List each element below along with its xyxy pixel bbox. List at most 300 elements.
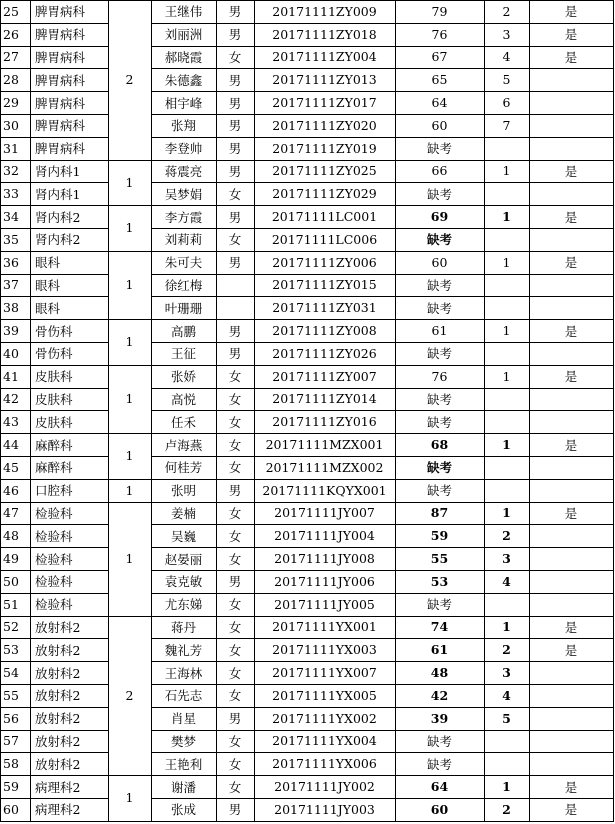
exam-id-cell: 20171111JY007 <box>274 505 375 521</box>
score-cell: 缺考 <box>426 460 452 476</box>
gender-cell: 女 <box>228 369 242 385</box>
department-cell: 放射科2 <box>35 688 81 704</box>
row-number: 26 <box>3 26 19 42</box>
name-cell: 何桂芳 <box>164 460 203 476</box>
interview-cell: 是 <box>564 209 578 225</box>
department-cell: 放射科2 <box>35 711 81 727</box>
interview-cell: 是 <box>564 369 578 385</box>
interview-cell: 是 <box>564 505 578 521</box>
department-cell: 检验科 <box>35 528 73 544</box>
name-cell: 张娇 <box>170 369 196 385</box>
score-cell: 缺考 <box>426 756 452 772</box>
name-cell: 任禾 <box>170 414 196 430</box>
grid-line <box>0 684 108 685</box>
department-cell: 皮肤科 <box>35 414 73 430</box>
rank-cell: 4 <box>502 687 511 703</box>
grid-line <box>0 23 108 24</box>
gender-cell: 女 <box>228 391 242 407</box>
score-cell: 缺考 <box>426 277 452 293</box>
interview-cell: 是 <box>564 802 578 818</box>
score-cell: 74 <box>430 619 449 635</box>
score-cell: 缺考 <box>426 141 452 157</box>
exam-id-cell: 20171111JY002 <box>274 779 375 795</box>
interview-cell <box>529 661 613 684</box>
grid-line <box>151 274 614 275</box>
grid-line <box>0 707 108 708</box>
gender-cell <box>216 296 254 319</box>
gender-cell: 男 <box>228 72 242 88</box>
grid-line <box>0 0 1 821</box>
grid-line <box>0 502 614 503</box>
grid-line <box>0 661 108 662</box>
rank-cell: 2 <box>502 642 511 658</box>
score-cell: 68 <box>430 437 449 453</box>
grid-line <box>30 0 31 821</box>
grid-line <box>613 0 614 821</box>
department-cell: 检验科 <box>35 505 73 521</box>
name-cell: 王继伟 <box>164 4 203 20</box>
score-cell: 76 <box>431 26 448 42</box>
department-cell: 放射科2 <box>35 665 81 681</box>
gender-cell: 女 <box>228 779 242 795</box>
department-cell: 病理科2 <box>35 779 81 795</box>
grid-line <box>151 730 614 731</box>
name-cell: 蒋震亮 <box>164 163 203 179</box>
department-cell: 脾胃病科 <box>35 72 86 88</box>
grid-line <box>0 547 108 548</box>
score-cell: 42 <box>430 687 449 703</box>
grid-line <box>108 0 109 821</box>
grid-line <box>529 0 530 821</box>
interview-cell <box>529 524 613 547</box>
grid-line <box>216 0 217 821</box>
grid-line <box>0 228 108 229</box>
score-cell: 69 <box>430 209 449 225</box>
rank-cell: 2 <box>502 528 511 544</box>
grid-line <box>151 684 614 685</box>
interview-cell <box>529 182 613 205</box>
name-cell: 李方霞 <box>164 209 203 225</box>
name-cell: 李登帅 <box>164 141 203 157</box>
score-cell: 59 <box>430 528 449 544</box>
exam-id-cell: 20171111YX006 <box>272 756 377 772</box>
score-cell: 64 <box>430 779 449 795</box>
gender-cell: 女 <box>228 232 242 248</box>
row-number: 54 <box>3 665 19 681</box>
exam-id-cell: 20171111MZX002 <box>265 459 384 475</box>
score-cell: 缺考 <box>426 232 452 248</box>
gender-cell: 男 <box>228 711 242 727</box>
grid-line <box>151 410 614 411</box>
rank-cell <box>484 456 529 479</box>
row-number: 57 <box>3 733 19 749</box>
row-number: 52 <box>3 619 19 635</box>
exam-id-cell: 20171111LC001 <box>271 209 378 225</box>
grid-line <box>0 91 108 92</box>
grid-line <box>151 0 152 821</box>
gender-cell: 男 <box>228 483 242 499</box>
gender-cell: 女 <box>228 437 242 453</box>
name-cell: 吴梦娟 <box>164 186 203 202</box>
score-cell: 67 <box>431 49 448 65</box>
gender-cell: 男 <box>228 4 242 20</box>
exam-id-cell: 20171111JY005 <box>274 596 375 612</box>
department-cell: 脾胃病科 <box>35 118 86 134</box>
grid-line <box>0 114 108 115</box>
grid-line <box>395 0 396 821</box>
rank-cell <box>484 228 529 251</box>
row-number: 46 <box>3 482 19 498</box>
interview-cell <box>529 752 613 775</box>
interview-cell: 是 <box>564 619 578 635</box>
grid-line <box>151 182 614 183</box>
grid-line <box>0 365 614 366</box>
positions-cell: 1 <box>125 790 134 806</box>
rank-cell: 4 <box>502 49 511 65</box>
exam-id-cell: 20171111YX003 <box>272 642 377 658</box>
score-cell: 缺考 <box>426 597 452 613</box>
department-cell: 眼科 <box>35 277 61 293</box>
grid-line <box>151 524 614 525</box>
gender-cell: 女 <box>228 665 242 681</box>
grid-line <box>151 46 614 47</box>
name-cell: 郝晓霞 <box>164 49 203 65</box>
interview-cell <box>529 593 613 616</box>
rank-cell: 2 <box>502 801 511 817</box>
rank-cell <box>484 479 529 502</box>
exam-id-cell: 20171111ZY016 <box>272 414 377 430</box>
grid-line <box>151 593 614 594</box>
score-cell: 64 <box>431 95 448 111</box>
grid-line <box>151 342 614 343</box>
gender-cell: 女 <box>228 528 242 544</box>
name-cell: 石先志 <box>164 688 203 704</box>
grid-line <box>0 342 108 343</box>
exam-id-cell: 20171111LC006 <box>271 231 378 247</box>
rank-cell: 1 <box>502 209 511 225</box>
exam-id-cell: 20171111ZY009 <box>272 3 377 19</box>
rank-cell: 5 <box>502 710 511 726</box>
grid-line <box>151 570 614 571</box>
grid-line <box>0 274 108 275</box>
name-cell: 相宇峰 <box>164 95 203 111</box>
grid-line <box>151 228 614 229</box>
grid-line <box>0 775 614 776</box>
score-cell: 87 <box>430 505 449 521</box>
interview-cell <box>529 388 613 411</box>
department-cell: 脾胃病科 <box>35 27 86 43</box>
name-cell: 王艳利 <box>164 756 203 772</box>
grid-line <box>0 821 614 822</box>
rank-cell: 1 <box>502 619 511 635</box>
exam-id-cell: 20171111ZY004 <box>272 49 377 65</box>
gender-cell: 男 <box>228 574 242 590</box>
row-number: 37 <box>3 277 19 293</box>
gender-cell: 男 <box>228 118 242 134</box>
interview-cell: 是 <box>564 437 578 453</box>
name-cell: 高悦 <box>170 391 196 407</box>
gender-cell: 男 <box>228 323 242 339</box>
gender-cell <box>216 274 254 297</box>
rank-cell <box>484 182 529 205</box>
interview-cell <box>529 274 613 297</box>
row-number: 39 <box>3 323 19 339</box>
row-number: 53 <box>3 642 19 658</box>
exam-id-cell: 20171111ZY031 <box>272 300 377 316</box>
rank-cell <box>484 752 529 775</box>
interview-cell <box>529 479 613 502</box>
interview-cell <box>529 342 613 365</box>
gender-cell: 女 <box>228 49 242 65</box>
interview-cell <box>529 410 613 433</box>
score-cell: 缺考 <box>426 346 452 362</box>
gender-cell: 女 <box>228 551 242 567</box>
exam-id-cell: 20171111ZY025 <box>272 163 377 179</box>
rank-cell <box>484 410 529 433</box>
gender-cell: 女 <box>228 642 242 658</box>
interview-cell: 是 <box>564 163 578 179</box>
row-number: 32 <box>3 163 19 179</box>
exam-id-cell: 20171111ZY029 <box>272 186 377 202</box>
name-cell: 肖星 <box>170 711 196 727</box>
name-cell: 刘丽洲 <box>164 27 203 43</box>
row-number: 51 <box>3 596 19 612</box>
interview-cell <box>529 137 613 160</box>
department-cell: 口腔科 <box>35 483 73 499</box>
rank-cell <box>484 137 529 160</box>
department-cell: 皮肤科 <box>35 391 73 407</box>
row-number: 44 <box>3 437 19 453</box>
department-cell: 脾胃病科 <box>35 4 86 20</box>
gender-cell: 女 <box>228 414 242 430</box>
score-cell: 缺考 <box>426 300 452 316</box>
department-cell: 脾胃病科 <box>35 49 86 65</box>
exam-id-cell: 20171111ZY014 <box>272 391 377 407</box>
rank-cell <box>484 342 529 365</box>
rank-cell: 1 <box>502 437 511 453</box>
row-number: 43 <box>3 414 19 430</box>
name-cell: 张明 <box>170 483 196 499</box>
positions-cell: 1 <box>125 174 134 190</box>
row-number: 31 <box>3 140 19 156</box>
name-cell: 朱德鑫 <box>164 72 203 88</box>
score-cell: 60 <box>431 254 448 270</box>
name-cell: 朱可夫 <box>164 255 203 271</box>
gender-cell: 女 <box>228 505 242 521</box>
name-cell: 卢海燕 <box>164 437 203 453</box>
grid-line <box>254 0 255 821</box>
department-cell: 肾内科1 <box>35 163 81 179</box>
exam-id-cell: 20171111YX001 <box>272 619 377 635</box>
row-number: 47 <box>3 505 19 521</box>
grid-line <box>0 388 108 389</box>
grid-line <box>151 114 614 115</box>
department-cell: 骨伤科 <box>35 346 73 362</box>
grid-line <box>151 752 614 753</box>
positions-cell: 1 <box>125 448 134 464</box>
name-cell: 刘莉莉 <box>164 232 203 248</box>
rank-cell <box>484 274 529 297</box>
grid-line <box>0 479 614 480</box>
grid-line <box>0 296 108 297</box>
name-cell: 徐红梅 <box>164 277 203 293</box>
gender-cell: 男 <box>228 141 242 157</box>
department-cell: 放射科2 <box>35 756 81 772</box>
exam-id-cell: 20171111JY003 <box>274 801 375 817</box>
grid-line <box>484 0 485 821</box>
department-cell: 检验科 <box>35 574 73 590</box>
score-cell: 79 <box>431 3 448 19</box>
grid-line <box>0 616 614 617</box>
department-cell: 眼科 <box>35 300 61 316</box>
department-cell: 脾胃病科 <box>35 95 86 111</box>
rank-cell: 1 <box>502 163 511 179</box>
gender-cell: 男 <box>228 802 242 818</box>
department-cell: 放射科2 <box>35 642 81 658</box>
score-cell: 39 <box>430 710 449 726</box>
interview-cell: 是 <box>564 779 578 795</box>
department-cell: 肾内科2 <box>35 232 81 248</box>
name-cell: 袁克敏 <box>164 574 203 590</box>
interview-cell <box>529 296 613 319</box>
row-number: 58 <box>3 756 19 772</box>
grid-line <box>151 296 614 297</box>
interview-cell <box>529 68 613 91</box>
exam-id-cell: 20171111JY008 <box>274 551 375 567</box>
grid-line <box>0 182 108 183</box>
score-cell: 缺考 <box>426 391 452 407</box>
name-cell: 谢潘 <box>170 779 196 795</box>
score-cell: 53 <box>430 573 449 589</box>
rank-cell: 3 <box>502 26 511 42</box>
exam-id-cell: 20171111YX002 <box>272 710 377 726</box>
rank-cell: 1 <box>502 254 511 270</box>
department-cell: 检验科 <box>35 597 73 613</box>
grid-line <box>0 410 108 411</box>
exam-id-cell: 20171111ZY015 <box>272 277 377 293</box>
grid-line <box>151 456 614 457</box>
grid-line <box>151 547 614 548</box>
department-cell: 检验科 <box>35 551 73 567</box>
score-cell: 60 <box>430 801 449 817</box>
interview-cell <box>529 456 613 479</box>
positions-cell: 1 <box>125 334 134 350</box>
interview-cell <box>529 730 613 753</box>
grid-line <box>151 661 614 662</box>
exam-id-cell: 20171111MZX001 <box>265 437 384 453</box>
gender-cell: 男 <box>228 255 242 271</box>
row-number: 60 <box>3 801 19 817</box>
grid-line <box>0 456 108 457</box>
row-number: 42 <box>3 391 19 407</box>
score-cell: 61 <box>431 323 448 339</box>
row-number: 25 <box>3 3 19 19</box>
interview-cell: 是 <box>564 255 578 271</box>
interview-cell: 是 <box>564 4 578 20</box>
gender-cell: 女 <box>228 186 242 202</box>
row-number: 27 <box>3 49 19 65</box>
positions-cell: 2 <box>125 72 134 88</box>
interview-cell <box>529 114 613 137</box>
score-cell: 缺考 <box>426 483 452 499</box>
name-cell: 蒋丹 <box>170 619 196 635</box>
exam-id-cell: 20171111ZY026 <box>272 345 377 361</box>
row-number: 38 <box>3 300 19 316</box>
department-cell: 放射科2 <box>35 733 81 749</box>
grid-line <box>151 388 614 389</box>
exam-id-cell: 20171111KQYX001 <box>262 482 387 498</box>
score-cell: 60 <box>431 117 448 133</box>
row-number: 33 <box>3 186 19 202</box>
rank-cell: 4 <box>502 573 511 589</box>
department-cell: 骨伤科 <box>35 323 73 339</box>
row-number: 34 <box>3 209 19 225</box>
exam-id-cell: 20171111YX005 <box>272 687 377 703</box>
grid-line <box>151 798 614 799</box>
positions-cell: 2 <box>125 687 134 703</box>
department-cell: 放射科2 <box>35 619 81 635</box>
exam-id-cell: 20171111ZY007 <box>272 368 377 384</box>
gender-cell: 男 <box>228 95 242 111</box>
interview-cell <box>529 91 613 114</box>
grid-line <box>0 46 108 47</box>
interview-cell: 是 <box>564 642 578 658</box>
rank-cell <box>484 388 529 411</box>
rank-cell: 1 <box>502 779 511 795</box>
interview-cell <box>529 228 613 251</box>
rank-cell <box>484 296 529 319</box>
name-cell: 叶珊珊 <box>164 300 203 316</box>
score-cell: 61 <box>430 642 449 658</box>
name-cell: 张成 <box>170 802 196 818</box>
exam-id-cell: 20171111YX007 <box>272 665 377 681</box>
name-cell: 尤东娣 <box>164 597 203 613</box>
row-number: 41 <box>3 368 19 384</box>
department-cell: 眼科 <box>35 255 61 271</box>
grid-line <box>0 251 614 252</box>
row-number: 36 <box>3 254 19 270</box>
department-cell: 麻醉科 <box>35 437 73 453</box>
positions-cell: 1 <box>125 277 134 293</box>
department-cell: 肾内科2 <box>35 209 81 225</box>
gender-cell: 男 <box>228 346 242 362</box>
name-cell: 王征 <box>170 346 196 362</box>
grid-line <box>151 638 614 639</box>
row-number: 45 <box>3 459 19 475</box>
grid-line <box>151 707 614 708</box>
name-cell: 王海林 <box>164 665 203 681</box>
exam-id-cell: 20171111ZY006 <box>272 254 377 270</box>
rank-cell: 1 <box>502 368 511 384</box>
gender-cell: 女 <box>228 756 242 772</box>
row-number: 59 <box>3 779 19 795</box>
interview-cell <box>529 570 613 593</box>
grid-line <box>0 798 108 799</box>
grid-line <box>151 68 614 69</box>
positions-cell: 1 <box>125 551 134 567</box>
exam-id-cell: 20171111ZY008 <box>272 323 377 339</box>
row-number: 28 <box>3 72 19 88</box>
interview-cell: 是 <box>564 323 578 339</box>
rank-cell: 2 <box>502 3 511 19</box>
name-cell: 姜楠 <box>170 505 196 521</box>
name-cell: 高鹏 <box>170 323 196 339</box>
gender-cell: 女 <box>228 619 242 635</box>
score-cell: 65 <box>431 72 448 88</box>
exam-id-cell: 20171111JY004 <box>274 528 375 544</box>
interview-cell: 是 <box>564 27 578 43</box>
exam-id-cell: 20171111JY006 <box>274 573 375 589</box>
